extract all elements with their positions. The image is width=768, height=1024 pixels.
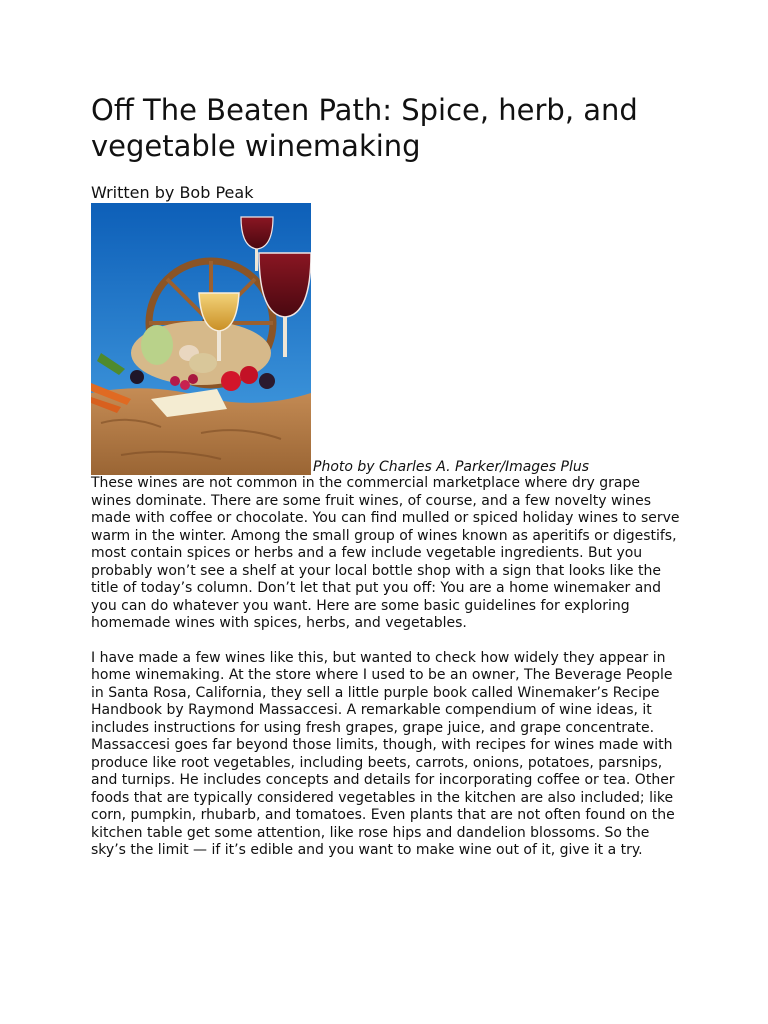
article-title: Off The Beaten Path: Spice, herb, and vegetable winemaking	[91, 93, 638, 163]
photo-caption: Photo by Charles A. Parker/Images Plus	[313, 459, 590, 475]
article-paragraph-2: I have made a few wines like this, but wanted to check how widely they appear in home winemaking. At the store where I used to be an owner, The Beverage People in Santa Rosa, California, they sell a little purple book called Winemaker’s Recipe Handbook by Raymond Massaccesi. A remarkable compendium of wine ideas, it includes instructions for using fresh grapes, grape juice, and grape concentrate. Massaccesi goes far beyond those limits, though, with recipes for wines made with produce like root vegetables, including beets, carrots, onions, potatoes, parsnips, and turnips. He includes concepts and details for incorporating coffee or tea. Other foods that are typically considered vegetables in the kitchen are also included; like corn, pumpkin, rhubarb, and tomatoes. Even plants that are not often found on the kitchen table get some attention, like rose hips and dandelion blossoms. So the sky’s the limit — if it’s edible and you want to make wine out of it, give it a try.	[91, 649, 675, 858]
article-paragraph-1: These wines are not common in the commercial marketplace where dry grape wines dominate. There are some fruit wines, of course, and a few novelty wines made with coffee or chocolate. You can find mulled or spiced holiday wines to serve warm in the winter. Among the small group of wines known as aperitifs or digestifs, most contain spices or herbs and a few include vegetable ingredients. But you probably won’t see a shelf at your local bottle shop with a sign that looks like the title of today’s column. Don’t let that put you off: You are a home winemaker and you can do whatever you want. Here are some basic guidelines for exploring homemade wines with spices, herbs, and vegetables.	[91, 475, 680, 631]
photo-row	[91, 203, 681, 475]
article-byline: Written by Bob Peak	[91, 183, 254, 202]
wine-still-life-photo-icon	[91, 203, 311, 475]
article	[91, 92, 681, 860]
